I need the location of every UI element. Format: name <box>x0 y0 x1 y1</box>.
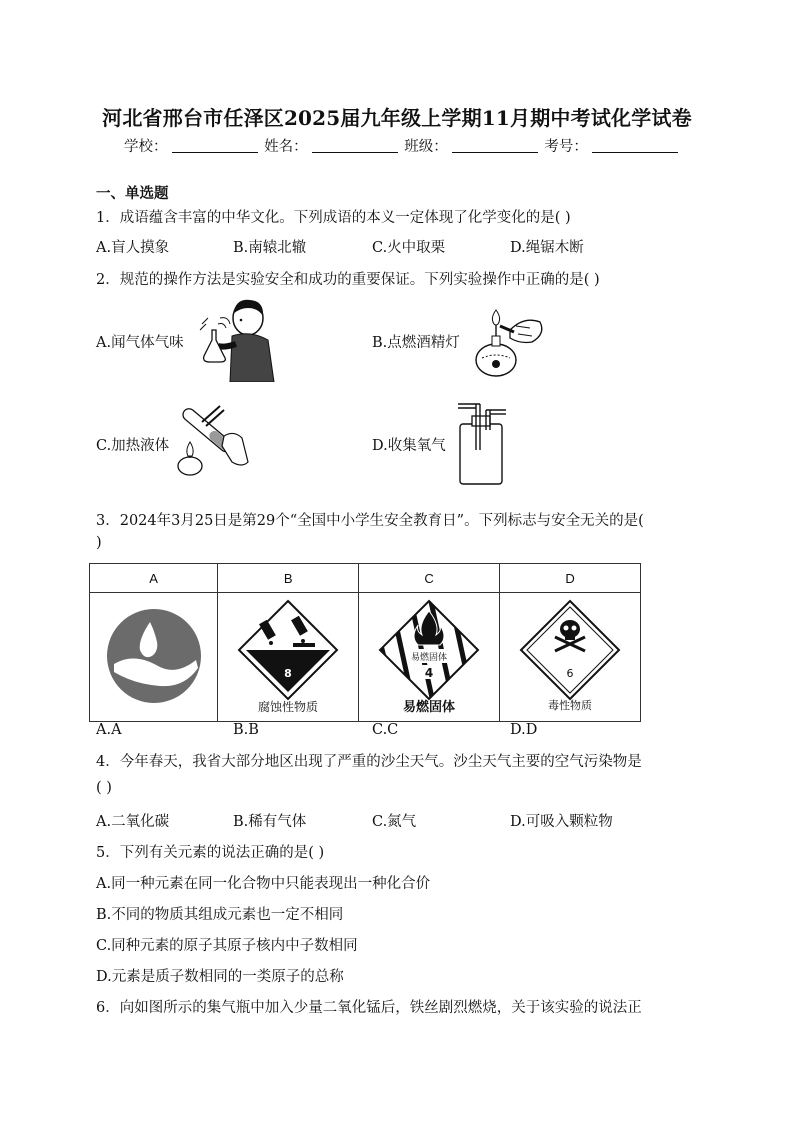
q2-option-d: D.收集氧气 <box>372 438 446 454</box>
q2-option-c: C.加热液体 <box>96 438 170 454</box>
q3-option-d: D.D <box>510 722 538 738</box>
q5-stem: 5．下列有关元素的说法正确的是( ) <box>96 845 325 861</box>
school-blank[interactable] <box>172 138 258 153</box>
school-label: 学校： <box>124 139 168 155</box>
q3-option-a: A.A <box>96 722 122 738</box>
q1-stem: 1．成语蕴含丰富的中华文化。下列成语的本义一定体现了化学变化的是( ) <box>96 210 571 226</box>
table-header-b: B <box>218 564 359 593</box>
class-blank[interactable] <box>452 138 538 153</box>
collect-oxygen-bottle-illustration <box>450 400 510 486</box>
q5-option-a: A.同一种元素在同一化合物中只能表现出一种化合价 <box>96 876 431 892</box>
q1-option-d: D.绳锯木断 <box>510 240 584 256</box>
water-saving-sign-icon <box>104 606 204 706</box>
table-header-c: C <box>359 564 500 593</box>
corrosive-sign-icon <box>233 597 343 715</box>
q3-stem-continued: ) <box>96 535 102 551</box>
q3-option-b: B.B <box>233 722 259 738</box>
q1-option-c: C.火中取栗 <box>372 240 446 256</box>
sign-b-label: 腐蚀性物质 <box>258 699 319 714</box>
safety-signs-table <box>89 563 641 722</box>
sign-cell-c <box>359 593 500 722</box>
heat-liquid-illustration <box>172 404 252 478</box>
table-header-a: A <box>90 564 218 593</box>
q1-option-b: B.南辕北辙 <box>233 240 307 256</box>
q5-option-b: B.不同的物质其组成元素也一定不相同 <box>96 907 344 923</box>
q1-option-a: A.盲人摸象 <box>96 240 170 256</box>
q2-option-b: B.点燃酒精灯 <box>372 335 460 351</box>
q4-option-d: D.可吸入颗粒物 <box>510 814 613 830</box>
toxic-sign-icon <box>515 597 625 715</box>
student-info-row <box>124 135 680 156</box>
name-label: 姓名： <box>264 139 308 155</box>
flammable-solid-sign-icon <box>374 597 484 715</box>
page-title: 河北省邢台市任泽区2025届九年级上学期11月期中考试化学试卷 <box>102 106 692 130</box>
section-heading: 一、单选题 <box>96 185 169 202</box>
q4-option-a: A.二氧化碳 <box>96 814 170 830</box>
sign-c-label: 易燃固体 <box>403 699 456 715</box>
q5-option-d: D.元素是质子数相同的一类原子的总称 <box>96 969 344 985</box>
smell-gas-illustration <box>196 296 278 382</box>
sign-c-number: 4 <box>424 665 434 680</box>
q5-option-c: C.同种元素的原子其原子核内中子数相同 <box>96 938 358 954</box>
q6-stem: 6．向如图所示的集气瓶中加入少量二氧化锰后，铁丝剧烈燃烧，关于该实验的说法正 <box>96 1000 642 1016</box>
q4-stem: 4．今年春天，我省大部分地区出现了严重的沙尘天气。沙尘天气主要的空气污染物是 <box>96 754 642 770</box>
q4-option-b: B.稀有气体 <box>233 814 307 830</box>
q4-option-c: C.氮气 <box>372 814 417 830</box>
sign-d-number: 6 <box>566 666 574 680</box>
sign-cell-a <box>90 593 218 722</box>
sign-b-number: 8 <box>284 666 292 680</box>
q2-stem: 2．规范的操作方法是实验安全和成功的重要保证。下列实验操作中正确的是( ) <box>96 272 600 288</box>
sign-cell-d <box>500 593 641 722</box>
sign-c-inner-text: 易燃固体 <box>411 652 448 663</box>
q2-option-a: A.闻气体气味 <box>96 335 184 351</box>
name-blank[interactable] <box>312 138 398 153</box>
table-header-d: D <box>500 564 641 593</box>
class-label: 班级： <box>404 139 448 155</box>
q4-stem-continued: ( ) <box>96 780 112 796</box>
exam-number-blank[interactable] <box>592 138 678 153</box>
q3-stem: 3．2024年3月25日是第29个“全国中小学生安全教育日”。下列标志与安全无关的是( <box>96 513 644 529</box>
light-alcohol-lamp-illustration <box>470 302 550 382</box>
sign-d-label: 毒性物质 <box>548 698 593 712</box>
q3-option-c: C.C <box>372 722 399 738</box>
sign-cell-b <box>218 593 359 722</box>
exam-number-label: 考号： <box>544 139 588 155</box>
